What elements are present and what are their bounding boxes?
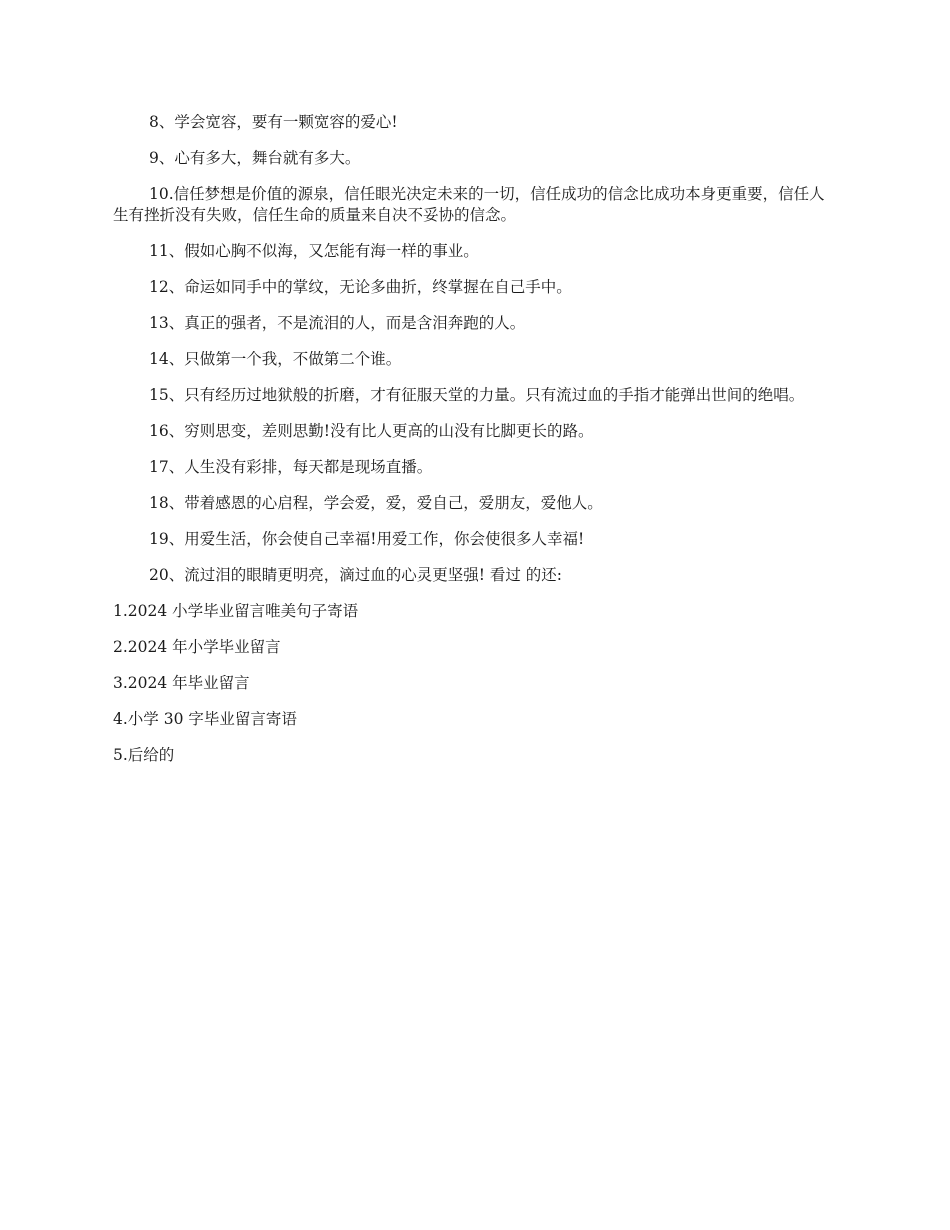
document-body xyxy=(113,112,827,781)
related-item-4[interactable]: 4.小学 30 字毕业留言寄语 xyxy=(113,710,297,728)
paragraph-9: 9、心有多大，舞台就有多大。 xyxy=(149,149,361,167)
paragraph-8: 8、学会宽容，要有一颗宽容的爱心! xyxy=(149,113,398,131)
paragraph-13: 13、真正的强者，不是流泪的人，而是含泪奔跑的人。 xyxy=(149,314,526,332)
related-item-5[interactable]: 5.后给的 xyxy=(113,746,175,764)
paragraph-10: 10.信任梦想是价值的源泉，信任眼光决定未来的一切，信任成功的信念比成功本身更重要，信任人生有挫折没有失败，信任生命的质量来自决不妥协的信念。 xyxy=(113,185,825,224)
paragraph-11: 11、假如心胸不似海，又怎能有海一样的事业。 xyxy=(149,242,479,260)
paragraph-18: 18、带着感恩的心启程，学会爱，爱，爱自己，爱朋友，爱他人。 xyxy=(149,494,603,512)
paragraph-20: 20、流过泪的眼睛更明亮，滴过血的心灵更坚强! 看过 的还: xyxy=(149,566,563,584)
paragraph-16: 16、穷则思变，差则思勤!没有比人更高的山没有比脚更长的路。 xyxy=(149,422,594,440)
paragraph-15: 15、只有经历过地狱般的折磨，才有征服天堂的力量。只有流过血的手指才能弹出世间的绝唱。 xyxy=(149,386,805,404)
paragraph-19: 19、用爱生活，你会使自己幸福!用爱工作，你会使很多人幸福! xyxy=(149,530,585,548)
related-list xyxy=(113,601,827,766)
paragraph-14: 14、只做第一个我，不做第二个谁。 xyxy=(149,350,402,368)
related-item-2[interactable]: 2.2024 年小学毕业留言 xyxy=(113,638,281,656)
related-item-3[interactable]: 3.2024 年毕业留言 xyxy=(113,674,250,692)
related-item-1[interactable]: 1.2024 小学毕业留言唯美句子寄语 xyxy=(113,602,359,620)
paragraph-17: 17、人生没有彩排，每天都是现场直播。 xyxy=(149,458,433,476)
paragraph-12: 12、命运如同手中的掌纹，无论多曲折，终掌握在自己手中。 xyxy=(149,278,572,296)
